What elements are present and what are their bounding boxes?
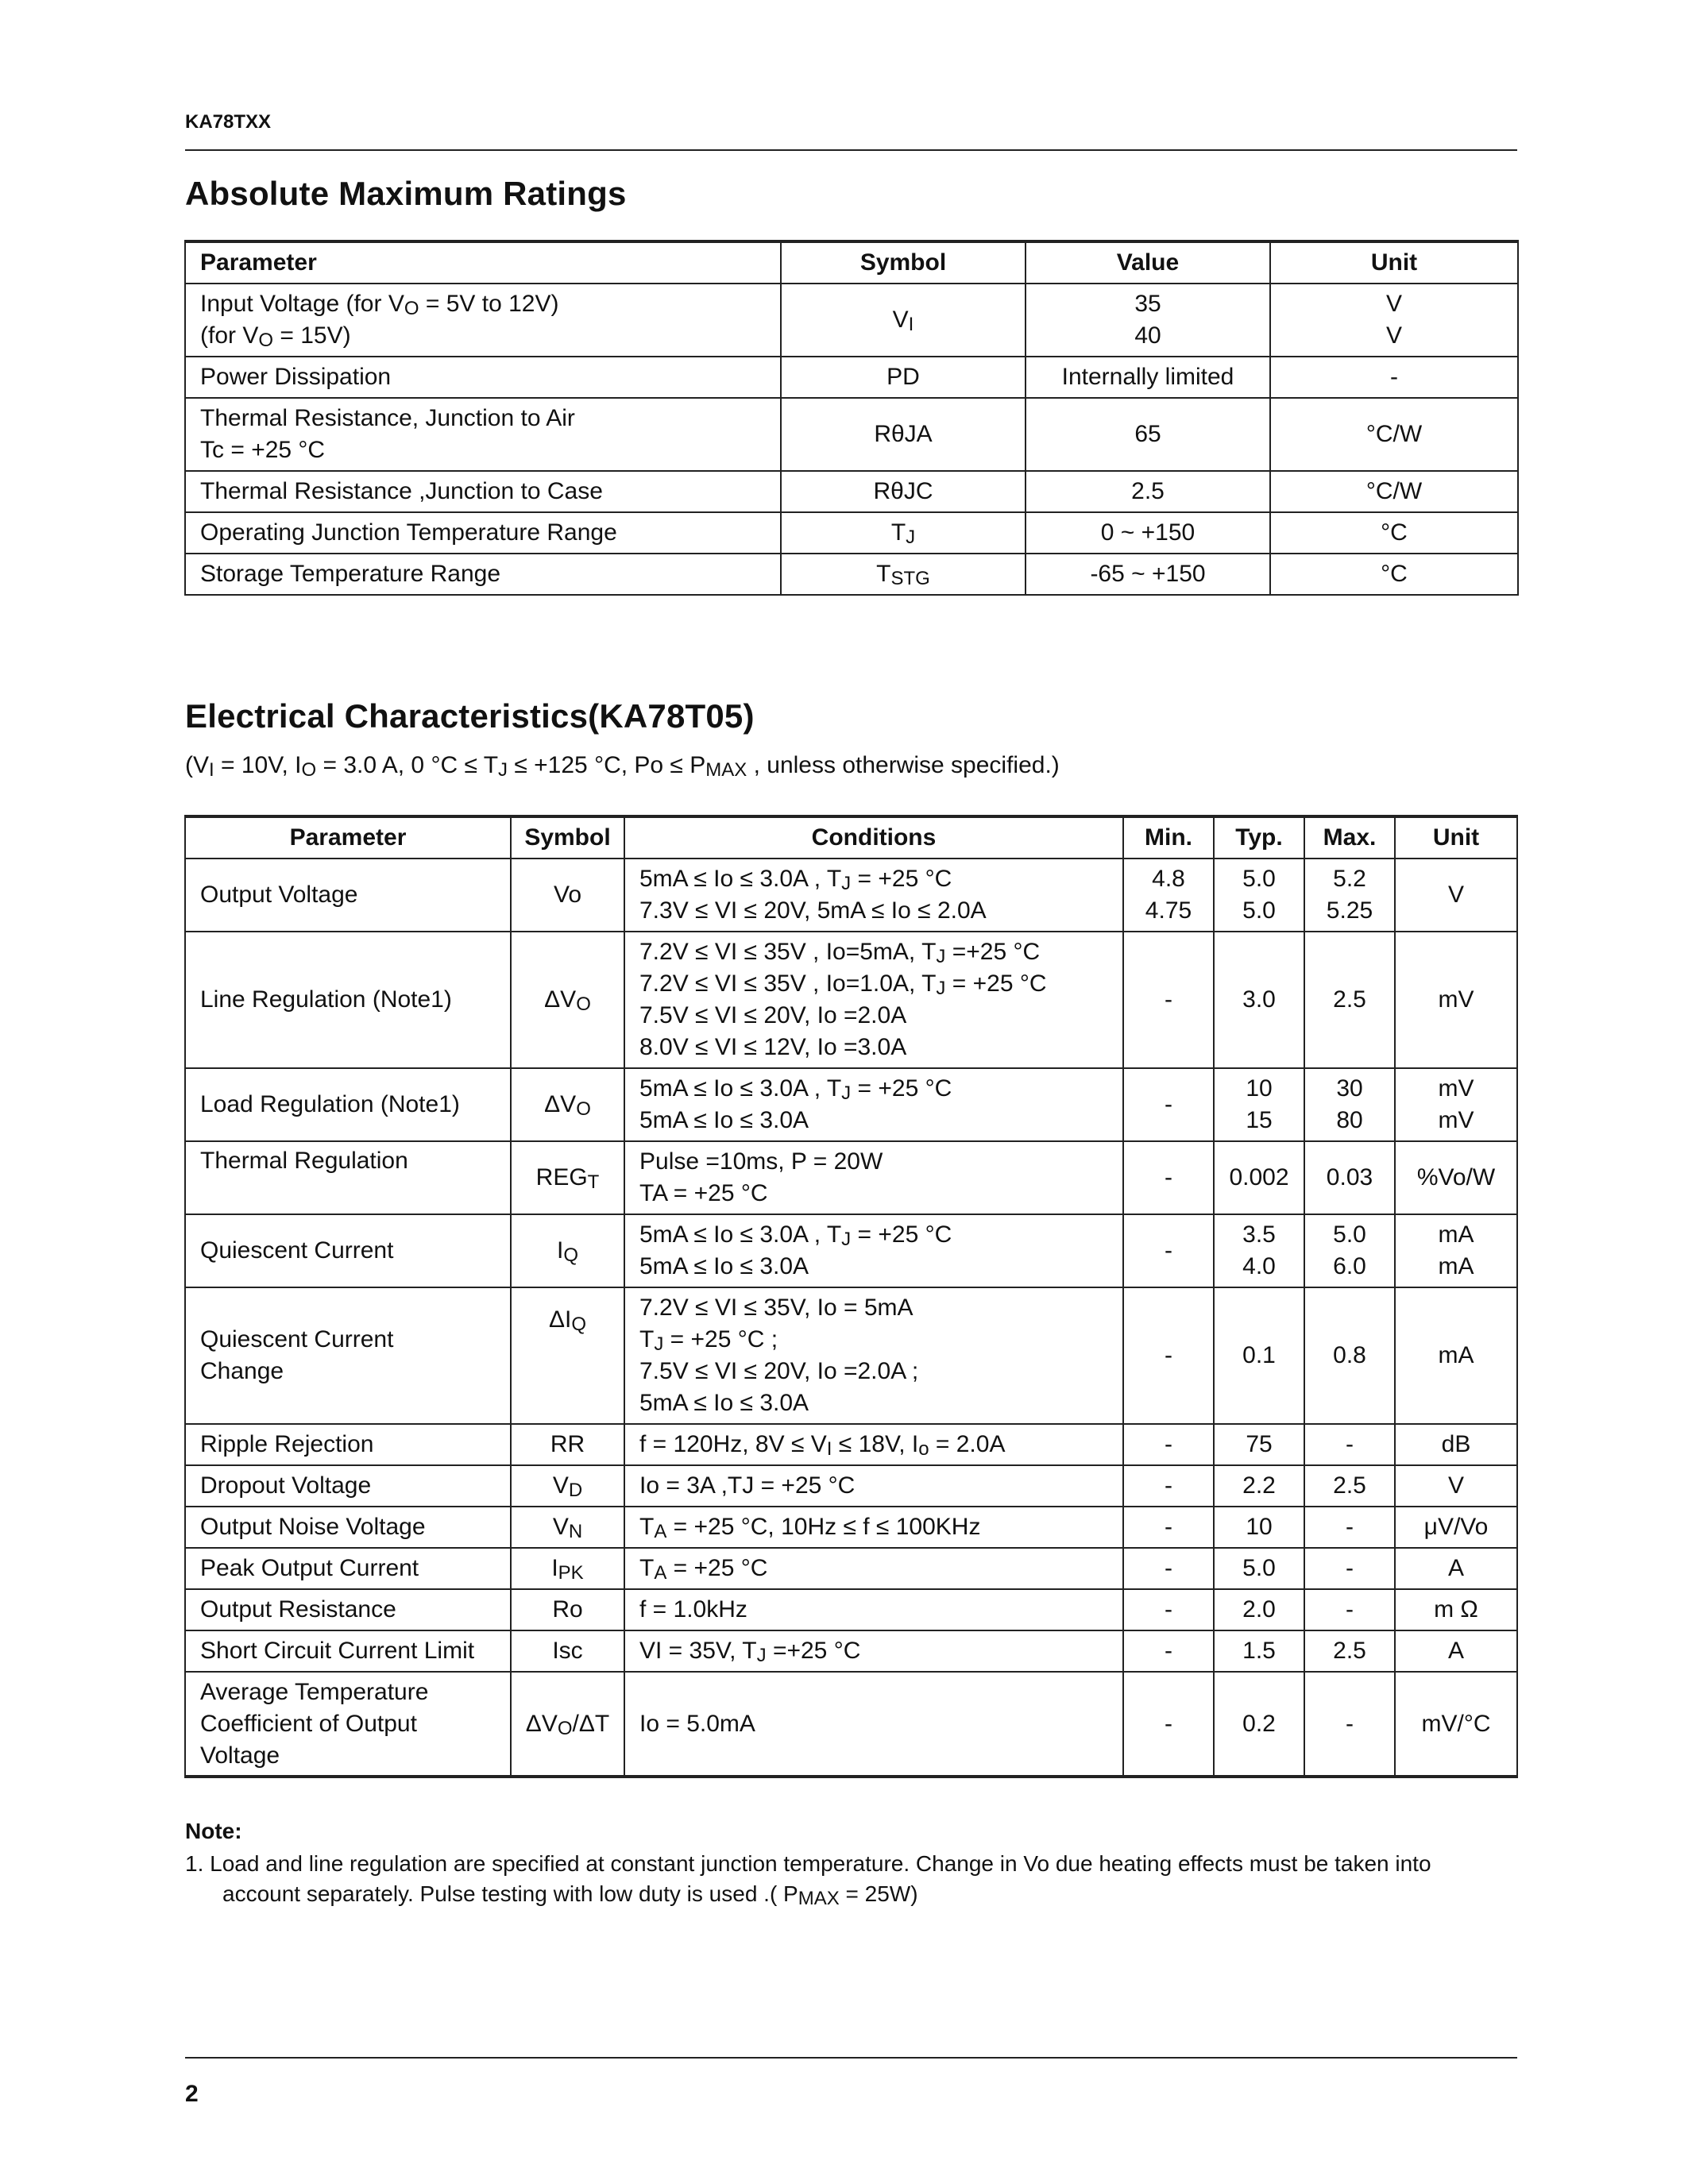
unit-cell: mA <box>1395 1287 1517 1424</box>
unit-cell: mV <box>1395 932 1517 1068</box>
amr-title: Absolute Maximum Ratings <box>185 175 627 212</box>
unit-cell: m Ω <box>1395 1589 1517 1630</box>
param-cell: Quiescent Current <box>185 1214 511 1287</box>
ec-table <box>184 815 1518 1778</box>
value-cell: 2.5 <box>1026 471 1270 512</box>
col-conditions: Conditions <box>624 816 1123 859</box>
symbol-cell: $V_D$ <box>511 1465 624 1507</box>
unit-cell: V <box>1395 859 1517 932</box>
param-cell: Input Voltage (for $V_O = 5V$ to 12V) (for $V_O = 15V$) <box>185 284 781 357</box>
min-cell: - <box>1123 1630 1214 1672</box>
table-row <box>185 471 1518 512</box>
max-cell: - <box>1304 1589 1395 1630</box>
page-number: 2 <box>185 2081 199 2107</box>
unit-cell: A <box>1395 1548 1517 1589</box>
conditions-cell: 5mA ≤ Io ≤ 3.0A , $T_J = +25$ °C 7.3V ≤ VI ≤ 20V, 5mA ≤ Io ≤ 2.0A <box>624 859 1123 932</box>
symbol-cell: $\Delta V_O$ <box>511 1068 624 1141</box>
unit-cell: μV/Vo <box>1395 1507 1517 1548</box>
unit-cell: V V <box>1270 284 1518 357</box>
table-row <box>185 1424 1517 1465</box>
param-cell: Short Circuit Current Limit <box>185 1630 511 1672</box>
value-cell: Internally limited <box>1026 357 1270 398</box>
value-cell: 0 ~ +150 <box>1026 512 1270 554</box>
param-cell: Average Temperature Coefficient of Output Voltage <box>185 1672 511 1777</box>
min-cell: - <box>1123 1141 1214 1214</box>
unit-cell: °C <box>1270 554 1518 595</box>
max-cell: 5.0 6.0 <box>1304 1214 1395 1287</box>
symbol-cell: Isc <box>511 1630 624 1672</box>
value-cell: 65 <box>1026 398 1270 471</box>
unit-cell: °C/W <box>1270 471 1518 512</box>
param-cell: Thermal Resistance, Junction to Air Tc = +25 °C <box>185 398 781 471</box>
typ-cell: 3.0 <box>1214 932 1304 1068</box>
min-cell: - <box>1123 1068 1214 1141</box>
conditions-cell: f = 120Hz, $8V \le V_I \le 18V$, $I_o = 2.0A$ <box>624 1424 1123 1465</box>
unit-cell: °C/W <box>1270 398 1518 471</box>
col-value: Value <box>1026 241 1270 284</box>
value-cell: 35 40 <box>1026 284 1270 357</box>
table-row <box>185 1630 1517 1672</box>
table-row <box>185 1548 1517 1589</box>
unit-cell: A <box>1395 1630 1517 1672</box>
max-cell: - <box>1304 1672 1395 1777</box>
conditions-cell: Pulse =10ms, P = 20W TA = +25 °C <box>624 1141 1123 1214</box>
typ-cell: 0.002 <box>1214 1141 1304 1214</box>
table-row <box>185 1214 1517 1287</box>
conditions-cell: 5mA ≤ Io ≤ 3.0A , $T_J = +25$ °C 5mA ≤ Io ≤ 3.0A <box>624 1068 1123 1141</box>
unit-cell: mA mA <box>1395 1214 1517 1287</box>
table-row <box>185 1465 1517 1507</box>
col-parameter: Parameter <box>185 816 511 859</box>
symbol-cell: $T_{STG}$ <box>781 554 1026 595</box>
col-max: Max. <box>1304 816 1395 859</box>
unit-cell: °C <box>1270 512 1518 554</box>
min-cell: - <box>1123 1424 1214 1465</box>
table-row <box>185 398 1518 471</box>
symbol-cell: Vo <box>511 859 624 932</box>
unit-cell: dB <box>1395 1424 1517 1465</box>
symbol-cell: $I_{PK}$ <box>511 1548 624 1589</box>
max-cell: 0.8 <box>1304 1287 1395 1424</box>
col-typ: Typ. <box>1214 816 1304 859</box>
symbol-cell: RθJC <box>781 471 1026 512</box>
table-header-row <box>185 241 1518 284</box>
symbol-cell: RR <box>511 1424 624 1465</box>
typ-cell: 75 <box>1214 1424 1304 1465</box>
param-cell: Output Noise Voltage <box>185 1507 511 1548</box>
param-cell: Thermal Regulation <box>185 1141 511 1214</box>
min-cell: - <box>1123 932 1214 1068</box>
conditions-cell: $T_A = +25$ °C, 10Hz ≤ f ≤ 100KHz <box>624 1507 1123 1548</box>
typ-cell: 5.0 <box>1214 1548 1304 1589</box>
table-row <box>185 859 1517 932</box>
symbol-cell: Ro <box>511 1589 624 1630</box>
typ-cell: 2.0 <box>1214 1589 1304 1630</box>
table-row <box>185 932 1517 1068</box>
unit-cell: %Vo/W <box>1395 1141 1517 1214</box>
conditions-cell: Io = 3A ,TJ = +25 °C <box>624 1465 1123 1507</box>
symbol-cell: $V_N$ <box>511 1507 624 1548</box>
param-cell: Dropout Voltage <box>185 1465 511 1507</box>
param-cell: Quiescent Current Change <box>185 1287 511 1424</box>
conditions-cell: 7.2V ≤ VI ≤ 35V , Io=5mA, $T_J =+25$ °C 7.2V ≤ VI ≤ 35V , Io=1.0A, $T_J = +25$ °C 7.5V ≤ VI ≤ 20V, Io =2.0A 8.0V ≤ VI ≤ 12V, Io =3.0A <box>624 932 1123 1068</box>
min-cell: - <box>1123 1507 1214 1548</box>
symbol-cell: $I_Q$ <box>511 1214 624 1287</box>
min-cell: - <box>1123 1672 1214 1777</box>
table-row <box>185 512 1518 554</box>
max-cell: - <box>1304 1507 1395 1548</box>
min-cell: - <box>1123 1548 1214 1589</box>
table-row <box>185 1141 1517 1214</box>
param-cell: Load Regulation (Note1) <box>185 1068 511 1141</box>
max-cell: 5.2 5.25 <box>1304 859 1395 932</box>
table-row <box>185 1287 1517 1424</box>
conditions-cell: VI = 35V, $T_J =+25$ °C <box>624 1630 1123 1672</box>
note-heading: Note: <box>185 1819 242 1843</box>
ec-title: Electrical Characteristics(KA78T05) <box>185 697 755 735</box>
document-header: KA78TXX <box>185 111 272 133</box>
max-cell: - <box>1304 1424 1395 1465</box>
param-cell: Ripple Rejection <box>185 1424 511 1465</box>
max-cell: 0.03 <box>1304 1141 1395 1214</box>
min-cell: - <box>1123 1287 1214 1424</box>
symbol-cell: PD <box>781 357 1026 398</box>
max-cell: - <box>1304 1548 1395 1589</box>
unit-cell: - <box>1270 357 1518 398</box>
ec-conditions: ($V_I = 10V$, $I_O = 3.0$ A, 0 $^\circ C \le T_J \le +125$ °C, $Po \le P_{MAX}$ , unless otherwise specified.) <box>185 752 1060 781</box>
conditions-cell: $T_A = +25$ °C <box>624 1548 1123 1589</box>
param-cell: Operating Junction Temperature Range <box>185 512 781 554</box>
table-row <box>185 554 1518 595</box>
table-row <box>185 284 1518 357</box>
conditions-cell: Io = 5.0mA <box>624 1672 1123 1777</box>
unit-cell: V <box>1395 1465 1517 1507</box>
table-row <box>185 1507 1517 1548</box>
symbol-cell: $\Delta V_O/\Delta T$ <box>511 1672 624 1777</box>
typ-cell: 10 <box>1214 1507 1304 1548</box>
symbol-cell: $\Delta V_O$ <box>511 932 624 1068</box>
col-symbol: Symbol <box>511 816 624 859</box>
typ-cell: 10 15 <box>1214 1068 1304 1141</box>
note-text: 1. Load and line regulation are specified at constant junction temperature. Change in Vo due heating effects must be taken into account separately. Pulse testing with low duty is used .( $P_{MAX} = 25W$) <box>185 1851 1431 1909</box>
symbol-cell: $T_J$ <box>781 512 1026 554</box>
table-row <box>185 1672 1517 1777</box>
param-cell: Output Voltage <box>185 859 511 932</box>
symbol-cell: RθJA <box>781 398 1026 471</box>
param-cell: Output Resistance <box>185 1589 511 1630</box>
header-rule <box>185 149 1517 151</box>
table-header-row <box>185 816 1517 859</box>
typ-cell: 1.5 <box>1214 1630 1304 1672</box>
param-cell: Power Dissipation <box>185 357 781 398</box>
min-cell: 4.8 4.75 <box>1123 859 1214 932</box>
col-unit: Unit <box>1395 816 1517 859</box>
conditions-cell: 5mA ≤ Io ≤ 3.0A , $T_J = +25$ °C 5mA ≤ Io ≤ 3.0A <box>624 1214 1123 1287</box>
typ-cell: 2.2 <box>1214 1465 1304 1507</box>
param-cell: Storage Temperature Range <box>185 554 781 595</box>
typ-cell: 5.0 5.0 <box>1214 859 1304 932</box>
param-cell: Thermal Resistance ,Junction to Case <box>185 471 781 512</box>
max-cell: 2.5 <box>1304 932 1395 1068</box>
typ-cell: 3.5 4.0 <box>1214 1214 1304 1287</box>
max-cell: 30 80 <box>1304 1068 1395 1141</box>
value-cell: -65 ~ +150 <box>1026 554 1270 595</box>
min-cell: - <box>1123 1214 1214 1287</box>
amr-table <box>184 240 1519 596</box>
symbol-cell: $\Delta I_Q$ <box>511 1287 624 1424</box>
table-row <box>185 357 1518 398</box>
symbol-cell: $REG_T$ <box>511 1141 624 1214</box>
min-cell: - <box>1123 1465 1214 1507</box>
table-row <box>185 1589 1517 1630</box>
footer-rule <box>185 2057 1517 2059</box>
conditions-cell: f = 1.0kHz <box>624 1589 1123 1630</box>
param-cell: Line Regulation (Note1) <box>185 932 511 1068</box>
table-row <box>185 1068 1517 1141</box>
col-unit: Unit <box>1270 241 1518 284</box>
conditions-cell: 7.2V ≤ VI ≤ 35V, Io = 5mA $T_J = +25$ °C ; 7.5V ≤ VI ≤ 20V, Io =2.0A ; 5mA ≤ Io ≤ 3.0A <box>624 1287 1123 1424</box>
symbol-cell: $V_I$ <box>781 284 1026 357</box>
col-parameter: Parameter <box>185 241 781 284</box>
max-cell: 2.5 <box>1304 1465 1395 1507</box>
typ-cell: 0.2 <box>1214 1672 1304 1777</box>
unit-cell: mV mV <box>1395 1068 1517 1141</box>
max-cell: 2.5 <box>1304 1630 1395 1672</box>
min-cell: - <box>1123 1589 1214 1630</box>
col-min: Min. <box>1123 816 1214 859</box>
unit-cell: mV/°C <box>1395 1672 1517 1777</box>
typ-cell: 0.1 <box>1214 1287 1304 1424</box>
col-symbol: Symbol <box>781 241 1026 284</box>
param-cell: Peak Output Current <box>185 1548 511 1589</box>
